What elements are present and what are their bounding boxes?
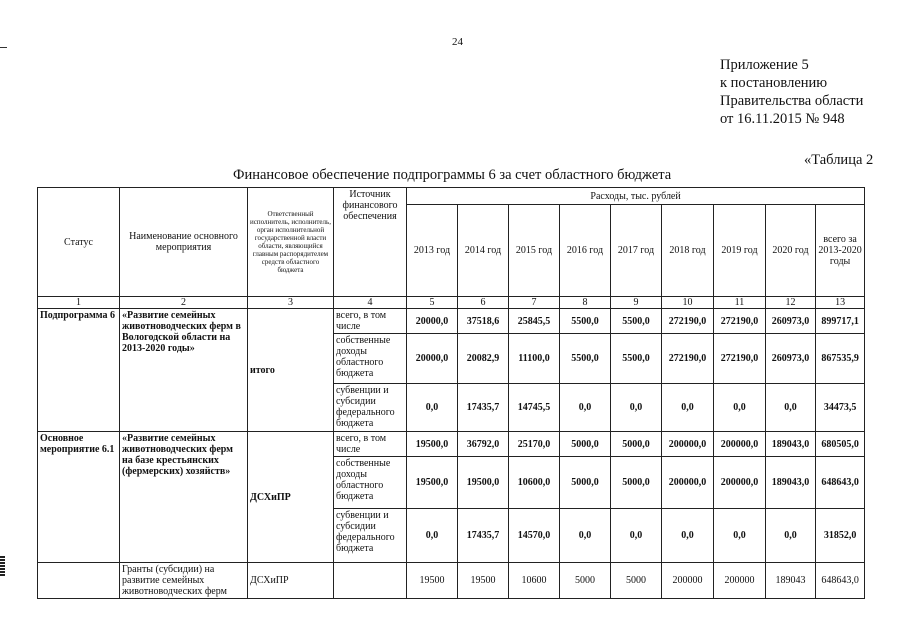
value-cell: 19500,0 (407, 457, 458, 509)
value-cell: 14745,5 (509, 384, 560, 432)
measure-name-cell: «Развитие семейных животноводческих ферм в Вологодской области на 2013-2020 годы» (120, 309, 248, 432)
value-cell: 5000,0 (611, 457, 662, 509)
financing-table (37, 187, 865, 599)
header-year-2014: 2014 год (458, 205, 509, 297)
annex-line-1: Приложение 5 (720, 57, 809, 73)
value-cell: 5500,0 (611, 334, 662, 384)
col-number: 4 (334, 297, 407, 309)
value-cell: 867535,9 (816, 334, 865, 384)
header-expenses: Расходы, тыс. рублей (407, 188, 865, 205)
value-cell: 37518,6 (458, 309, 509, 334)
source-cell: всего, в том числе (334, 432, 407, 457)
col-number: 12 (766, 297, 816, 309)
value-cell: 10600,0 (509, 457, 560, 509)
annex-line-2: к постановлению (720, 75, 828, 91)
header-year-2018: 2018 год (662, 205, 714, 297)
source-cell: всего, в том числе (334, 309, 407, 334)
value-cell: 272190,0 (662, 334, 714, 384)
value-cell: 200000 (714, 563, 766, 599)
source-cell: субвенции и субсидии федерального бюджета (334, 384, 407, 432)
header-year-2020: 2020 год (766, 205, 816, 297)
value-cell: 17435,7 (458, 384, 509, 432)
value-cell: 272190,0 (714, 309, 766, 334)
value-cell: 189043,0 (766, 457, 816, 509)
value-cell: 0,0 (766, 384, 816, 432)
value-cell: 20000,0 (407, 309, 458, 334)
col-number: 3 (248, 297, 334, 309)
status-cell: Подпрограмма 6 (38, 309, 120, 432)
header-year-2017: 2017 год (611, 205, 662, 297)
value-cell: 200000,0 (662, 432, 714, 457)
value-cell: 0,0 (714, 384, 766, 432)
value-cell: 19500,0 (458, 457, 509, 509)
value-cell: 0,0 (662, 384, 714, 432)
col-number: 10 (662, 297, 714, 309)
page-edge-mark (0, 47, 7, 48)
value-cell: 200000 (662, 563, 714, 599)
col-number: 13 (816, 297, 865, 309)
value-cell: 189043,0 (766, 432, 816, 457)
value-cell: 5500,0 (611, 309, 662, 334)
value-cell: 5000 (560, 563, 611, 599)
col-number: 8 (560, 297, 611, 309)
col-number: 5 (407, 297, 458, 309)
value-cell: 14570,0 (509, 509, 560, 563)
source-cell-empty (334, 563, 407, 599)
header-year-2015: 2015 год (509, 205, 560, 297)
value-cell: 5500,0 (560, 334, 611, 384)
annex-line-4: от 16.11.2015 № 948 (720, 111, 845, 127)
header-year-2016: 2016 год (560, 205, 611, 297)
value-cell: 200000,0 (714, 457, 766, 509)
value-cell: 19500 (407, 563, 458, 599)
value-cell: 680505,0 (816, 432, 865, 457)
value-cell: 0,0 (714, 509, 766, 563)
value-cell: 0,0 (662, 509, 714, 563)
value-cell: 5000,0 (560, 432, 611, 457)
source-cell: собственные доходы областного бюджета (334, 457, 407, 509)
value-cell: 25845,5 (509, 309, 560, 334)
value-cell: 648643,0 (816, 563, 865, 599)
value-cell: 260973,0 (766, 334, 816, 384)
value-cell: 899717,1 (816, 309, 865, 334)
col-number: 7 (509, 297, 560, 309)
page-number: 24 (452, 36, 463, 48)
value-cell: 272190,0 (714, 334, 766, 384)
value-cell: 260973,0 (766, 309, 816, 334)
source-cell: собственные доходы областного бюджета (334, 334, 407, 384)
value-cell: 5500,0 (560, 309, 611, 334)
value-cell: 648643,0 (816, 457, 865, 509)
value-cell: 0,0 (560, 509, 611, 563)
value-cell: 11100,0 (509, 334, 560, 384)
value-cell: 5000,0 (611, 432, 662, 457)
annex-line-3: Правительства области (720, 93, 864, 109)
value-cell: 19500 (458, 563, 509, 599)
value-cell: 200000,0 (714, 432, 766, 457)
executor-cell: ДСХиПР (248, 432, 334, 563)
value-cell: 0,0 (611, 509, 662, 563)
header-source: Источник финансового обеспечения (334, 188, 407, 297)
value-cell: 10600 (509, 563, 560, 599)
value-cell: 34473,5 (816, 384, 865, 432)
measure-name-cell: «Развитие семейных животноводческих ферм на базе крестьянских (фермерских) хозяйств» (120, 432, 248, 563)
value-cell: 36792,0 (458, 432, 509, 457)
status-cell: Основное мероприятие 6.1 (38, 432, 120, 563)
executor-cell: итого (248, 309, 334, 432)
header-total: всего за 2013-2020 годы (816, 205, 865, 297)
value-cell: 20082,9 (458, 334, 509, 384)
measure-name-cell: Гранты (субсидии) на развитие семейных животноводческих ферм (120, 563, 248, 599)
value-cell: 0,0 (407, 509, 458, 563)
col-number: 1 (38, 297, 120, 309)
header-status: Статус (38, 188, 120, 297)
source-cell: субвенции и субсидии федерального бюджета (334, 509, 407, 563)
value-cell: 272190,0 (662, 309, 714, 334)
col-number: 9 (611, 297, 662, 309)
value-cell: 0,0 (766, 509, 816, 563)
value-cell: 0,0 (560, 384, 611, 432)
value-cell: 5000,0 (560, 457, 611, 509)
document-title: Финансовое обеспечение подпрограммы 6 за счет областного бюджета (233, 167, 672, 183)
header-executor: Ответственный исполнитель, исполнитель, орган исполнительной государственной власти области, являющийся главным распорядителем средств областного бюджета (248, 188, 334, 297)
scan-edge-marks (0, 556, 5, 576)
header-year-2013: 2013 год (407, 205, 458, 297)
header-name: Наименование основного мероприятия (120, 188, 248, 297)
col-number: 2 (120, 297, 248, 309)
table-label: «Таблица 2 (804, 152, 874, 168)
value-cell: 25170,0 (509, 432, 560, 457)
value-cell: 5000 (611, 563, 662, 599)
value-cell: 0,0 (611, 384, 662, 432)
col-number: 11 (714, 297, 766, 309)
value-cell: 189043 (766, 563, 816, 599)
value-cell: 17435,7 (458, 509, 509, 563)
header-year-2019: 2019 год (714, 205, 766, 297)
annex-block (720, 56, 863, 128)
value-cell: 0,0 (407, 384, 458, 432)
value-cell: 31852,0 (816, 509, 865, 563)
value-cell: 200000,0 (662, 457, 714, 509)
value-cell: 19500,0 (407, 432, 458, 457)
executor-cell: ДСХиПР (248, 563, 334, 599)
status-cell-empty (38, 563, 120, 599)
col-number: 6 (458, 297, 509, 309)
value-cell: 20000,0 (407, 334, 458, 384)
